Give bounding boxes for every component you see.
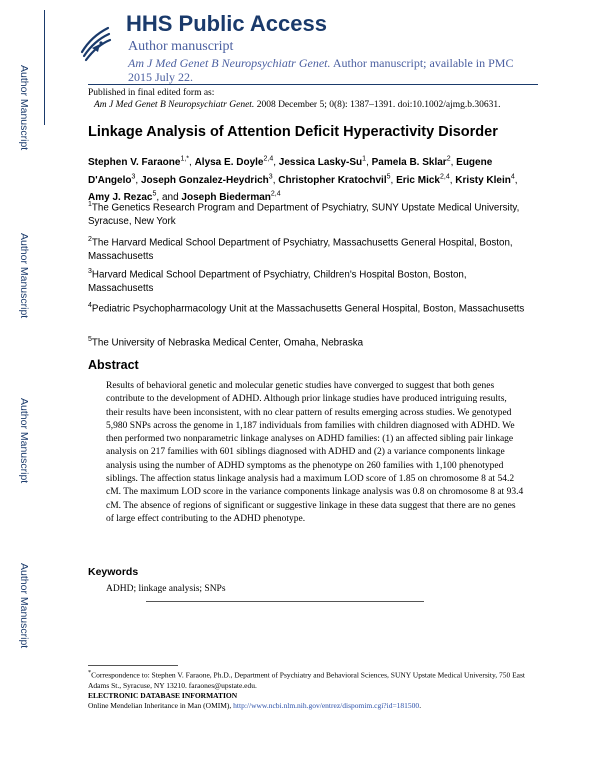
paper-title: Linkage Analysis of Attention Deficit Hyperactivity Disorder (88, 124, 498, 140)
keywords-heading: Keywords (88, 566, 139, 578)
published-label: Published in final edited form as: (88, 88, 215, 98)
author-name: Stephen V. Faraone (88, 157, 181, 169)
author-name: Christopher Kratochvil (278, 174, 387, 186)
author-name: Pamela B. Sklar (371, 157, 447, 169)
affiliation-number: 5 (88, 336, 92, 343)
author-name: Eugene D'Angelo (88, 157, 493, 186)
publication-info (88, 87, 528, 111)
keywords-text: ADHD; linkage analysis; SNPs (106, 584, 226, 594)
author-name: Jessica Lasky-Su (278, 157, 363, 169)
author: Amy J. Rezac$^5$, and (88, 190, 182, 203)
affiliation-number: 1 (88, 201, 92, 208)
author-name: Joseph Gonzalez-Heydrich (140, 174, 269, 186)
hhs-eagle-logo-icon (78, 22, 112, 64)
affiliation-4 (88, 299, 528, 316)
author: Pamela B. Sklar$^2$, (371, 156, 457, 169)
author-manuscript-label: Author manuscript (128, 39, 234, 54)
citation-journal: Am J Med Genet B Neuropsychiatr Genet. (94, 100, 255, 110)
affiliation-number: 2 (88, 236, 92, 243)
affiliation-number: 3 (88, 268, 92, 275)
hhs-public-access-title: HHS Public Access (126, 11, 327, 36)
abstract-heading: Abstract (88, 358, 139, 372)
footnotes (88, 668, 528, 712)
omim-link[interactable]: http://www.ncbi.nlm.nih.gov/entrez/dispomim.cgi?id=181500 (233, 701, 420, 711)
abstract-text: Results of behavioral genetic and molecular genetic studies have converged to suggest that both genes contribute to the development of ADHD. Although prior linkage studies have produced intriguing results, their results have been inconsistent, with no clear pattern of results emerging across studies. We genotyped 5,980 SNPs across the genome in 1,187 individuals from families with children diagnosed with ADHD. We then performed two nonparametric linkage analyses on ADHD families: (1) an affected sibling pair linkage analysis on 217 families with 601 siblings diagnosed with ADHD and (2) a variance components linkage analysis using the number of ADHD symptoms as the phenotype on 260 families with 1,100 phenotyped siblings. The affection status linkage analysis had a maximum LOD score of 1.85 on chromosome 8 at 54.2 cM. The maximum LOD score in the variance components linkage analysis was 0.8 on chromosome 8 at 93.4 cM. The absence of regions of significant or suggestive linkage in these data suggest that there are no genes of large effect contributing to the ADHD phenotype. (106, 381, 524, 524)
author-name: Eric Mick (396, 174, 440, 186)
sidebar-label-1: Author Manuscript (18, 65, 30, 151)
affiliation-3 (88, 265, 528, 296)
author: Christopher Kratochvil$^5$, (278, 173, 397, 186)
affiliation-text: Harvard Medical School Department of Psychiatry, Children's Hospital Boston, Boston, Massachusetts (88, 269, 467, 295)
footnote-divider (88, 665, 178, 666)
affiliation-5 (88, 333, 528, 350)
author: Stephen V. Faraone$^{1,*}$, (88, 156, 195, 169)
affiliation-number: 4 (88, 302, 92, 309)
author-name: Joseph Biederman (181, 191, 271, 203)
affiliation-1 (88, 198, 528, 229)
author: Eric Mick$^{2,4}$, (396, 173, 456, 186)
author-affiliation-marker: 3 (131, 173, 136, 181)
database-info-heading: ELECTRONIC DATABASE INFORMATION (88, 691, 238, 701)
affiliation-text: The Harvard Medical School Department of Psychiatry, Massachusetts General Hospital, Boston, Massachusetts (88, 237, 513, 263)
correspondence-note (88, 668, 528, 691)
author: Kristy Klein$^4$, (455, 173, 518, 186)
affiliation-text: The University of Nebraska Medical Center, Omaha, Nebraska (91, 337, 364, 349)
author: Jessica Lasky-Su$^1$, (278, 156, 372, 169)
sidebar-label-3: Author Manuscript (18, 398, 30, 484)
publication-citation (94, 99, 528, 111)
sidebar-divider (44, 10, 45, 125)
author-affiliation-marker: 2 (446, 156, 451, 163)
affiliation-text: The Genetics Research Program and Department of Psychiatry, SUNY Upstate Medical University, Syracuse, New York (88, 202, 520, 228)
author-affiliation-marker: 3 (268, 173, 273, 181)
sidebar-label-2: Author Manuscript (18, 233, 30, 319)
author: Joseph Gonzalez-Heydrich$^3$, (140, 173, 279, 186)
author-affiliation-marker: 2,4 (270, 190, 281, 198)
author: Eugene D'Angelo$^3$, (88, 157, 493, 186)
journal-availability-line (128, 56, 538, 84)
affiliation-text: Pediatric Psychopharmacology Unit at the Massachusetts General Hospital, Boston, Massachusetts (91, 303, 525, 315)
author-affiliation-marker: 5 (386, 173, 391, 181)
header-divider (88, 84, 538, 85)
journal-name: Am J Med Genet B Neuropsychiatr Genet. (128, 56, 331, 70)
author-name: Kristy Klein (455, 174, 511, 186)
database-text: Online Mendelian Inheritance in Man (OMIM), (88, 701, 232, 711)
author-name: Amy J. Rezac (88, 191, 153, 203)
author-affiliation-marker: 2,4 (263, 156, 274, 163)
author-affiliation-marker: 1 (362, 156, 367, 163)
author-affiliation-marker: 1,* (180, 156, 189, 163)
affiliation-2 (88, 233, 528, 264)
correspondence-text: Correspondence to: Stephen V. Faraone, Ph.D., Department of Psychiatry and Behavioral Sciences, SUNY Upstate Medical University, 750 East Adams St., Syracuse, NY 13210. faraones@upstate.edu. (88, 670, 525, 690)
keywords-divider (146, 601, 424, 602)
author-affiliation-marker: 2,4 (440, 173, 450, 181)
author-name: Alysa E. Doyle (194, 157, 264, 169)
author-affiliation-marker: 4 (510, 173, 515, 181)
citation-details: 2008 December 5; 0(8): 1387–1391. doi:10.1002/ajmg.b.30631. (256, 100, 501, 110)
availability-note: Author manuscript; available in PMC 2015 July 22. (128, 56, 514, 84)
author: Alysa E. Doyle$^{2,4}$, (194, 156, 279, 169)
footnote-marker: * (88, 669, 92, 676)
sidebar-label-4: Author Manuscript (18, 563, 30, 649)
author-affiliation-marker: 5 (152, 190, 157, 198)
database-info: Online Mendelian Inheritance in Man (OMIM), http://www.ncbi.nlm.nih.gov/entrez/dispomim.cgi?id=181500. (88, 701, 422, 711)
